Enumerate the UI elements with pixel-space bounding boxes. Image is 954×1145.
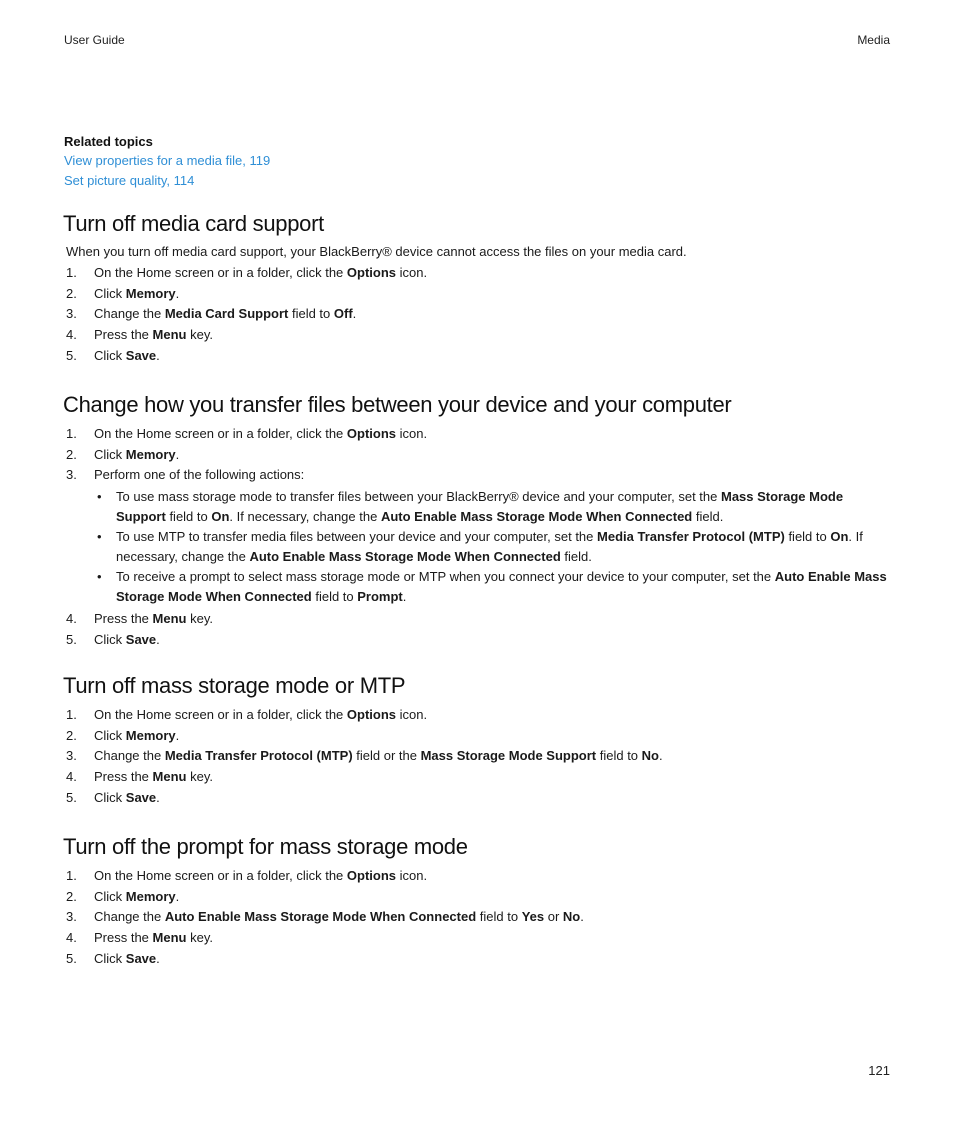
step-text: Perform one of the following actions:	[94, 467, 305, 483]
step-keyword: No	[562, 909, 581, 925]
step-keyword: Media Card Support	[164, 306, 289, 322]
step-text: icon.	[396, 868, 428, 883]
action-item	[94, 487, 893, 526]
step-keyword: Mass Storage Mode Support	[420, 748, 597, 764]
step-item	[63, 445, 893, 466]
step-text: Click	[94, 347, 126, 363]
step-item	[63, 928, 893, 949]
actions-list	[94, 487, 893, 606]
step-text: On the Home screen or in a folder, click the	[94, 707, 347, 722]
step-text: icon.	[396, 265, 428, 280]
step-item	[63, 726, 893, 747]
step-item	[63, 346, 893, 367]
step-text: On the Home screen or in a folder, click the	[94, 265, 347, 280]
step-keyword: Menu	[152, 327, 187, 343]
step-item	[63, 788, 893, 809]
step-item	[63, 887, 893, 908]
step-keyword: Menu	[152, 611, 187, 627]
step-keyword: No	[641, 748, 659, 764]
step-text: Press the	[94, 611, 153, 627]
step-text: key.	[186, 611, 213, 627]
section-turn-off-mass-storage	[63, 673, 893, 809]
step-text: .	[156, 789, 160, 805]
action-item	[94, 567, 893, 606]
step-number: 2.	[66, 446, 77, 462]
step-item	[63, 949, 893, 970]
step-text: key.	[186, 930, 213, 946]
step-keyword: Save	[125, 789, 157, 805]
step-keyword: Options	[346, 868, 397, 883]
step-number: 2.	[66, 727, 77, 743]
step-text: key.	[186, 769, 213, 785]
step-keyword: Memory	[125, 888, 176, 904]
step-text: icon.	[396, 707, 428, 722]
step-text: On the Home screen or in a folder, click the	[94, 868, 347, 883]
step-number: 5.	[66, 631, 77, 647]
step-text: .	[175, 888, 180, 904]
section-title: Turn off media card support	[63, 211, 324, 236]
step-text: .	[580, 909, 584, 925]
step-text: .	[175, 285, 180, 301]
header-section-title: Media	[857, 33, 890, 47]
step-text: Click	[94, 789, 126, 805]
step-number: 1.	[66, 426, 77, 441]
step-item	[63, 609, 893, 630]
bullet-keyword: Media Transfer Protocol (MTP)	[597, 529, 785, 545]
step-keyword: Memory	[125, 446, 176, 462]
step-item	[63, 465, 893, 606]
step-number: 5.	[66, 789, 77, 805]
steps-list	[63, 424, 893, 651]
step-text: Click	[94, 888, 126, 904]
step-text: .	[175, 446, 180, 462]
step-number: 1.	[66, 265, 77, 280]
step-text: .	[156, 950, 160, 966]
step-item	[63, 630, 893, 651]
bullet-text: . If necessary, change the	[116, 529, 863, 564]
step-keyword: Save	[125, 347, 157, 363]
step-text: Click	[94, 727, 126, 743]
step-text: .	[175, 727, 180, 743]
related-topics-title: Related topics	[64, 134, 153, 149]
step-text: Change the	[94, 748, 165, 764]
step-item	[63, 767, 893, 788]
step-keyword: Yes	[521, 909, 545, 925]
bullet-text: . If necessary, change the	[229, 508, 381, 524]
step-text: Click	[94, 446, 126, 462]
step-text: field to	[596, 748, 642, 764]
step-item	[63, 705, 893, 726]
step-keyword: Memory	[125, 285, 176, 301]
step-keyword: Options	[346, 265, 397, 280]
section-title: Change how you transfer files between your device and your computer	[63, 392, 732, 417]
step-text: .	[352, 306, 357, 322]
bullet-keyword: Prompt	[357, 588, 403, 604]
step-text: Change the	[94, 909, 165, 925]
step-number: 4.	[66, 769, 77, 785]
step-text: .	[156, 631, 160, 647]
step-keyword: Options	[346, 426, 397, 441]
step-text: Click	[94, 950, 126, 966]
section-turn-off-prompt	[63, 834, 893, 970]
step-text: Press the	[94, 930, 153, 946]
bullet-text: field to	[311, 588, 358, 604]
related-link-picture-quality[interactable]: Set picture quality, 114	[64, 173, 195, 188]
step-number: 3.	[66, 306, 77, 322]
step-text: field to	[476, 909, 522, 925]
step-keyword: Media Transfer Protocol (MTP)	[164, 748, 353, 764]
bullet-keyword: Auto Enable Mass Storage Mode When Connected	[116, 569, 887, 604]
step-keyword: Save	[125, 631, 157, 647]
step-item	[63, 325, 893, 346]
step-text: On the Home screen or in a folder, click the	[94, 426, 347, 441]
step-text: .	[659, 748, 663, 764]
step-number: 3.	[66, 748, 77, 764]
bullet-text: field to	[165, 508, 212, 524]
bullet-text: To use MTP to transfer media files between your device and your computer, set the	[116, 529, 598, 545]
bullet-keyword: Mass Storage Mode Support	[116, 489, 844, 524]
step-number: 1.	[66, 868, 77, 883]
step-keyword: Menu	[152, 930, 187, 946]
step-text: Click	[94, 631, 126, 647]
step-item	[63, 284, 893, 305]
step-number: 2.	[66, 285, 77, 301]
step-number: 4.	[66, 930, 77, 946]
step-text: field to	[288, 306, 334, 322]
step-keyword: Menu	[152, 769, 187, 785]
step-number: 5.	[66, 950, 77, 966]
step-item	[63, 866, 893, 887]
related-link-view-properties[interactable]: View properties for a media file, 119	[64, 153, 271, 168]
section-change-transfer-method	[63, 392, 893, 651]
step-text: Change the	[94, 306, 165, 322]
step-number: 2.	[66, 888, 77, 904]
step-text: field or the	[352, 748, 421, 764]
step-number: 3.	[66, 909, 77, 925]
step-item	[63, 304, 893, 325]
step-keyword: Save	[125, 950, 157, 966]
action-item	[94, 527, 893, 566]
bullet-text: field.	[560, 548, 592, 564]
steps-list	[63, 705, 893, 809]
step-number: 4.	[66, 611, 77, 627]
related-topics	[64, 132, 270, 191]
step-number: 1.	[66, 707, 77, 722]
bullet-keyword: Auto Enable Mass Storage Mode When Connected	[249, 548, 561, 564]
bullet-text: To use mass storage mode to transfer files between your BlackBerry® device and your computer, set the	[116, 489, 721, 505]
bullet-keyword: On	[211, 508, 230, 524]
step-item	[63, 424, 893, 445]
step-number: 3.	[66, 467, 77, 483]
step-keyword: Auto Enable Mass Storage Mode When Connected	[164, 909, 477, 925]
section-title: Turn off mass storage mode or MTP	[63, 673, 406, 698]
bullet-text: .	[402, 588, 407, 604]
step-item	[63, 263, 893, 284]
step-number: 4.	[66, 327, 77, 343]
step-keyword: Off	[333, 306, 353, 322]
section-turn-off-media-card	[63, 211, 893, 367]
step-text: key.	[186, 327, 213, 343]
step-item	[63, 746, 893, 767]
step-text: Press the	[94, 327, 153, 343]
step-text: Click	[94, 285, 126, 301]
bullet-keyword: Auto Enable Mass Storage Mode When Connected	[380, 508, 693, 524]
step-item	[63, 907, 893, 928]
section-title: Turn off the prompt for mass storage mode	[63, 834, 468, 859]
step-text: icon.	[396, 426, 428, 441]
header-guide-title: User Guide	[64, 33, 125, 47]
step-text: .	[156, 347, 160, 363]
steps-list	[63, 866, 893, 970]
bullet-text: field to	[784, 529, 831, 545]
bullet-keyword: On	[830, 529, 849, 545]
step-number: 5.	[66, 347, 77, 363]
step-text: or	[544, 909, 563, 925]
page-number: 121	[868, 1063, 890, 1078]
step-keyword: Options	[346, 707, 397, 722]
step-text: Press the	[94, 769, 153, 785]
bullet-text: field.	[692, 508, 724, 524]
section-intro: When you turn off media card support, your BlackBerry® device cannot access the files on your media card.	[66, 244, 687, 259]
bullet-text: To receive a prompt to select mass storage mode or MTP when you connect your device to your computer, set the	[116, 569, 775, 585]
steps-list	[63, 263, 893, 367]
step-keyword: Memory	[125, 727, 176, 743]
